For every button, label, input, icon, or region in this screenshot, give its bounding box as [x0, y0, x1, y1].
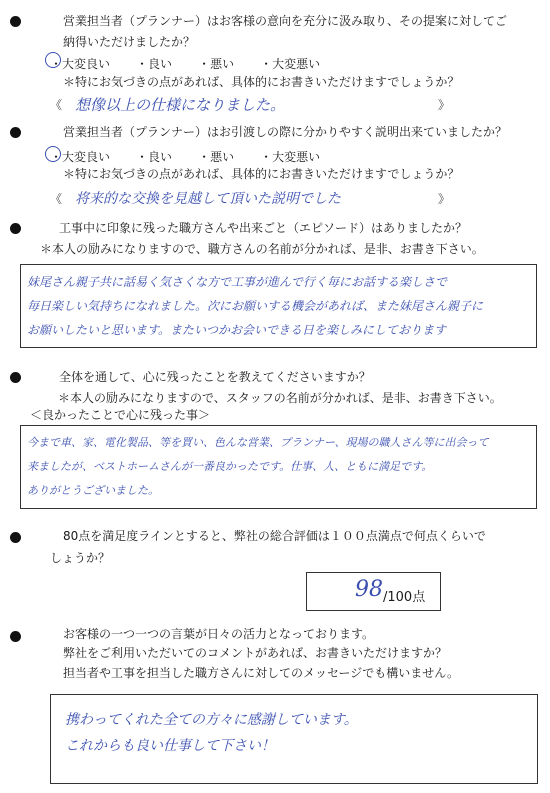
q2-bracket-open: 《 [50, 192, 63, 206]
q1-bracket-open: 《 [50, 98, 63, 112]
q1-option-4[interactable]: ・大変悪い [260, 57, 321, 71]
q4-answer-box[interactable] [20, 425, 537, 509]
q4-question-line1: 全体を通して、心に残ったことを教えてくださいますか？ [59, 370, 371, 384]
q6-bullet [10, 631, 21, 642]
q4-answer-line-3: ありがとうございました。 [27, 484, 159, 497]
q3-answer-box[interactable] [20, 264, 537, 348]
q2-answer[interactable]: 将来的な交換を見越して頂いた説明でした [75, 191, 341, 207]
q5-score-suffix: /100点 [383, 590, 426, 605]
q2-option-4[interactable]: ・大変悪い [260, 150, 321, 164]
q1-option-1[interactable]: ・大変良い [50, 57, 111, 71]
q3-bullet [10, 223, 21, 234]
q3-question-line1: 工事中に印象に残った職方さんや出来ごと（エピソード）はありましたか？ [59, 221, 468, 235]
q3-answer-line-3: お願いしたいと思います。またいつかお会いできる日を楽しみにしております [27, 323, 447, 337]
q5-question-line2: しょうか？ [50, 551, 111, 565]
q4-bullet [10, 372, 21, 383]
q2-question-line1: 営業担当者（プランナー）はお引渡しの際に分かりやすく説明出来ていましたか？ [63, 125, 508, 139]
q2-option-1[interactable]: ・大変良い [50, 150, 111, 164]
q3-answer-line-2: 毎日楽しい気持ちになれました。次にお願いする機会があれば、また妹尾さん親子に [27, 299, 484, 313]
q1-option-2[interactable]: ・良い [136, 57, 173, 71]
q2-comment-prompt: ＊特にお気づきの点があれば、具体的にお書きいただけますでしょうか？ [63, 167, 460, 181]
q6-answer-box[interactable] [50, 694, 538, 784]
q2-option-3[interactable]: ・悪い [198, 150, 235, 164]
q1-answer[interactable]: 想像以上の仕様になりました。 [75, 96, 286, 114]
q2-options [50, 148, 346, 165]
q4-answer-line-2: 来ましたが、ベストホームさんが一番良かったです。仕事、人、ともに満足です。 [27, 460, 433, 473]
q6-question-line3: 担当者や工事を担当した職方さんに対してのメッセージでも構いません。 [63, 666, 460, 680]
q1-option-3[interactable]: ・悪い [198, 57, 235, 71]
q2-bullet [10, 127, 21, 138]
q4-answer-line-1: 今まで車、家、電化製品、等を買い、色んな営業、プランナー、現場の職人さん等に出会って [27, 436, 489, 449]
q4-question-line2: ＊本人の励みになりますので、スタッフの名前が分かれば、是非、お書き下さい。 [58, 391, 502, 405]
q6-answer-line-1: 携わってくれた全ての方々に感謝しています。 [65, 712, 358, 728]
q2-bracket-close: 》 [438, 192, 451, 206]
q1-options [50, 55, 346, 72]
q6-question-line2: 弊社をご利用いただいてのコメントがあれば、お書きいただけますか？ [63, 646, 448, 660]
q5-score-value: 98 [355, 577, 383, 602]
q5-question-line1: 80点を満足度ラインとすると、弊社の総合評価は１００点満点で何点くらいで [63, 529, 486, 543]
q1-comment-prompt: ＊特にお気づきの点があれば、具体的にお書きいただけますでしょうか？ [63, 75, 460, 89]
q2-option-2[interactable]: ・良い [136, 150, 173, 164]
q5-score-box[interactable] [306, 572, 441, 611]
q3-answer-line-1: 妹尾さん親子共に話易く気さくな方で工事が進んで行く毎にお話する楽しさで [27, 275, 448, 289]
q1-bullet [10, 16, 21, 27]
q1-question-line2: 納得いただけましたか？ [63, 35, 196, 49]
q1-bracket-close: 》 [438, 98, 451, 112]
q3-question-line2: ＊本人の励みになりますので、職方さんの名前が分かれば、是非、お書き下さい。 [40, 242, 484, 256]
q6-answer-line-2: これからも良い仕事して下さい！ [65, 738, 275, 754]
q5-bullet [10, 532, 21, 543]
q6-question-line1: お客様の一つ一つの言葉が日々の活力となっております。 [63, 627, 375, 641]
q1-question-line1: 営業担当者（プランナー）はお客様の意向を充分に汲み取り、その提案に対してご [63, 14, 508, 28]
q4-section-label: ＜良かったことで心に残った事＞ [30, 408, 211, 422]
